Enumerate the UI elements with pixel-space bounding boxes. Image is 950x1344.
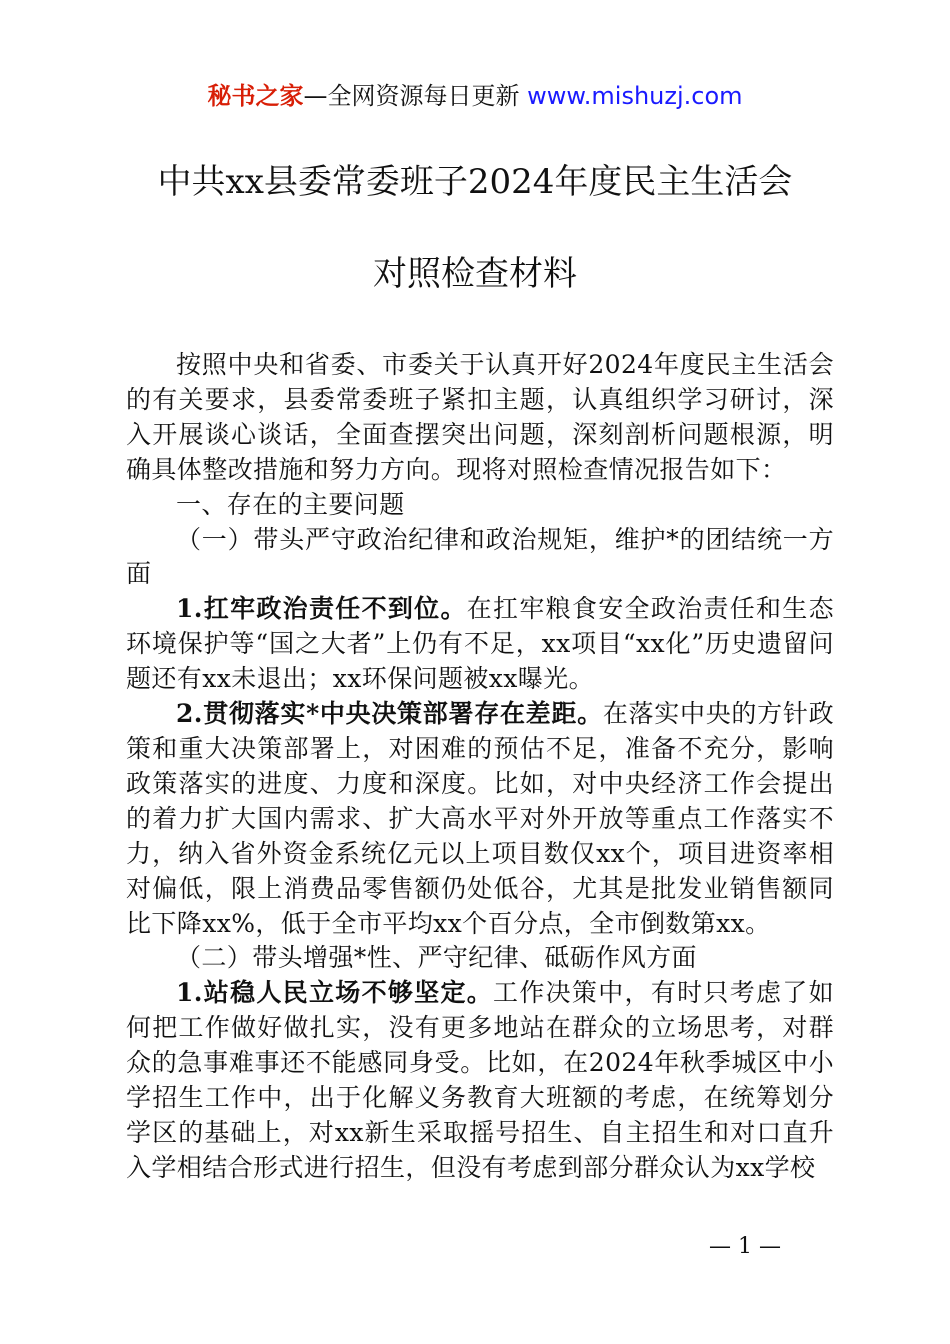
problem-item-1 bbox=[126, 592, 834, 697]
problem-item-3-lead: 1.站稳人民立场不够坚定。 bbox=[176, 978, 494, 1008]
site-brand: 秘书之家 bbox=[207, 82, 304, 110]
site-header bbox=[0, 80, 950, 112]
site-url-link[interactable]: www.mishuzj.com bbox=[527, 82, 743, 110]
problem-item-2-lead: 2.贯彻落实*中央决策部署存在差距。 bbox=[176, 699, 603, 729]
problem-item-3-text: 工作决策中，有时只考虑了如何把工作做好做扎实，没有更多地站在群众的立场思考，对群众的急事难事还不能感同身受。比如，在2024年秋季城区中小学招生工作中，出于化解义务教育大班额的考虑，在统筹划分学区的基础上，对xx新生采取摇号招生、自主招生和对口直升入学相结合形式进行招生，但没有考虑到部分群众认为xx学校 bbox=[126, 978, 834, 1182]
document-body bbox=[126, 348, 834, 1186]
subsection-heading-political-discipline: （一）带头严守政治纪律和政治规矩，维护*的团结统一方面 bbox=[126, 524, 834, 589]
problem-item-1-text: 在扛牢粮食安全政治责任和生态环境保护等“国之大者”上仍有不足，xx项目“xx化”历史遗留问题还有xx未退出；xx环保问题被xx曝光。 bbox=[126, 594, 834, 694]
document-title-line-1: 中共xx县委常委班子2024年度民主生活会 bbox=[157, 162, 793, 202]
intro-paragraph: 按照中央和省委、市委关于认真开好2024年度民主生活会的有关要求，县委常委班子紧扣主题，认真组织学习研讨，深入开展谈心谈话，全面查摆突出问题，深刻剖析问题根源，明确具体整改措施和努力方向。现将对照检查情况报告如下： bbox=[126, 350, 834, 484]
problem-item-3 bbox=[126, 976, 834, 1185]
problem-item-1-lead: 1.扛牢政治责任不到位。 bbox=[176, 594, 467, 624]
problem-item-2 bbox=[126, 697, 834, 941]
document-title-line-2: 对照检查材料 bbox=[373, 254, 577, 294]
problem-item-2-text: 在落实中央的方针政策和重大决策部署上，对困难的预估不足，准备不充分，影响政策落实的进度、力度和深度。比如，对中央经济工作会提出的着力扩大国内需求、扩大高水平对外开放等重点工作落实不力，纳入省外资金系统亿元以上项目数仅xx个，项目进资率相对偏低，限上消费品零售额仍处低谷，尤其是批发业销售额同比下降xx%，低于全市平均xx个百分点，全市倒数第xx。 bbox=[126, 699, 834, 938]
section-heading-problems: 一、存在的主要问题 bbox=[176, 489, 405, 519]
subsection-heading-party-spirit: （二）带头增强*性、严守纪律、砥砺作风方面 bbox=[176, 943, 697, 973]
site-slogan: —全网资源每日更新 bbox=[303, 82, 528, 110]
page-number: — 1 — bbox=[709, 1234, 781, 1259]
